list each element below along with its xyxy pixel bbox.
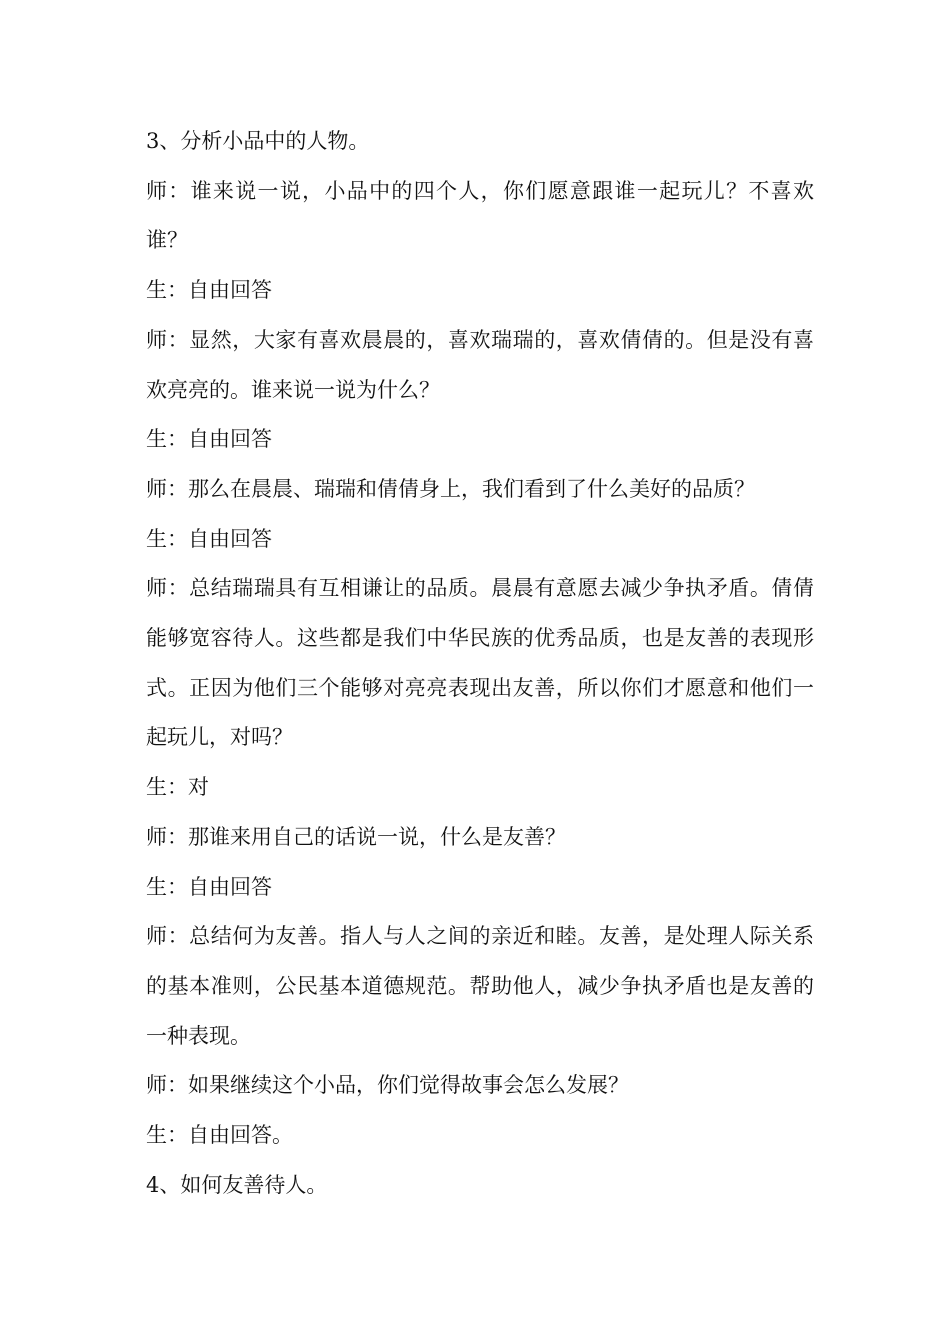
teacher-line: 师：如果继续这个小品，你们觉得故事会怎么发展？ xyxy=(146,1073,629,1098)
teacher-line: 师：总结瑞瑞具有互相谦让的品质。晨晨有意愿去减少争执矛盾。倩倩能够宽容待人。这些都是我们中华民族的优秀品质，也是友善的表现形式。正因为他们三个能够对亮亮表现出友善，所以你们才愿意和他们一起玩儿，对吗？ xyxy=(146,576,814,750)
teacher-line: 师：谁来说一说，小品中的四个人，你们愿意跟谁一起玩儿？不喜欢谁？ xyxy=(146,178,814,253)
document-body xyxy=(146,117,814,1210)
student-line: 生：自由回答 xyxy=(146,526,272,551)
section-heading-4: 4、如何友善待人。 xyxy=(146,1172,328,1197)
student-line: 生：对 xyxy=(146,775,209,800)
teacher-line: 师：那谁来用自己的话说一说，什么是友善？ xyxy=(146,824,566,849)
teacher-line: 师：那么在晨晨、瑞瑞和倩倩身上，我们看到了什么美好的品质？ xyxy=(146,476,755,501)
teacher-line: 师：总结何为友善。指人与人之间的亲近和睦。友善，是处理人际关系的基本准则，公民基本道德规范。帮助他人，减少争执矛盾也是友善的一种表现。 xyxy=(146,924,814,1048)
student-line: 生：自由回答。 xyxy=(146,1123,293,1148)
student-line: 生：自由回答 xyxy=(146,874,272,899)
student-line: 生：自由回答 xyxy=(146,427,272,452)
teacher-line: 师：显然，大家有喜欢晨晨的，喜欢瑞瑞的，喜欢倩倩的。但是没有喜欢亮亮的。谁来说一说为什么？ xyxy=(146,327,814,402)
student-line: 生：自由回答 xyxy=(146,278,272,303)
section-heading-3: 3、分析小品中的人物。 xyxy=(146,129,370,153)
